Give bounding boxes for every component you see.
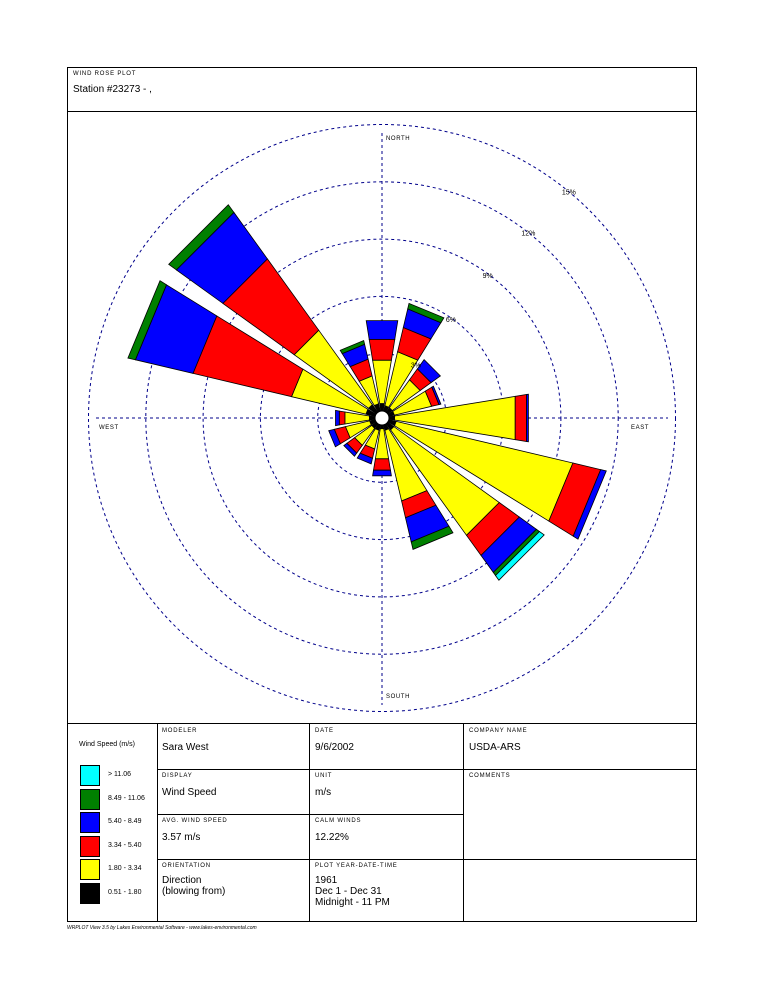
orientation-label: ORIENTATION xyxy=(162,863,211,869)
orientation-line1: Direction xyxy=(162,875,202,886)
legend-label: 3.34 - 5.40 xyxy=(108,841,142,849)
ring-label: 15% xyxy=(561,189,576,197)
legend-swatch xyxy=(80,836,100,857)
company-label: COMPANY NAME xyxy=(469,728,528,734)
legend-label: 0.51 - 1.80 xyxy=(108,888,142,896)
plot-type-label: WIND ROSE PLOT xyxy=(73,71,137,77)
date-value: 9/6/2002 xyxy=(315,742,354,753)
period-label: PLOT YEAR-DATE-TIME xyxy=(315,863,398,869)
legend-title: Wind Speed (m/s) xyxy=(79,741,136,748)
petal-W-bin0 xyxy=(369,416,375,420)
plot-header xyxy=(67,67,697,112)
calm-winds-label: CALM WINDS xyxy=(315,818,362,824)
label-north: NORTH xyxy=(386,136,411,142)
legend-label: > 11.06 xyxy=(108,771,132,778)
period-year: 1961 xyxy=(315,875,338,886)
petal-W-bin2 xyxy=(339,411,345,425)
display-label: DISPLAY xyxy=(162,773,193,779)
ring-label: 6% xyxy=(445,316,456,324)
ring-label: 3% xyxy=(410,362,422,370)
legend-swatch xyxy=(80,789,100,810)
display-value: Wind Speed xyxy=(162,787,217,798)
period-hours: Midnight - 11 PM xyxy=(315,897,390,908)
modeler-label: MODELER xyxy=(162,728,198,734)
legend-label: 5.40 - 8.49 xyxy=(108,818,142,825)
petal-S-bin3 xyxy=(373,470,392,476)
petal-E-bin0 xyxy=(389,416,395,420)
station-title: Station #23273 - , xyxy=(73,84,152,95)
calm-center xyxy=(375,411,389,425)
petal-N-bin2 xyxy=(369,339,395,360)
date-label: DATE xyxy=(315,728,334,734)
legend-swatch xyxy=(80,765,100,786)
petal-E-bin2 xyxy=(515,395,526,442)
legend-swatch xyxy=(80,812,100,833)
company-value: USDA-ARS xyxy=(469,742,521,753)
calm-winds-value: 12.22% xyxy=(315,832,349,843)
legend-swatch xyxy=(80,859,100,880)
legend-label: 8.49 - 11.06 xyxy=(108,794,145,802)
avg-speed-label: AVG. WIND SPEED xyxy=(162,818,228,824)
petal-W-bin3 xyxy=(336,410,340,425)
unit-value: m/s xyxy=(315,787,332,798)
orientation-line2: (blowing from) xyxy=(162,886,226,897)
avg-speed-value: 3.57 m/s xyxy=(162,832,201,843)
petal-N-bin3 xyxy=(366,321,398,340)
petal-S-bin2 xyxy=(374,459,391,470)
modeler-value: Sara West xyxy=(162,742,209,753)
unit-label: UNIT xyxy=(315,773,333,779)
wind-rose-chart xyxy=(68,113,696,723)
legend-swatch xyxy=(80,883,100,904)
ring-label: 9% xyxy=(482,272,493,280)
label-west: WEST xyxy=(99,425,119,431)
label-east: EAST xyxy=(631,425,650,431)
comments-label: COMMENTS xyxy=(469,773,511,779)
ring-label: 12% xyxy=(521,230,536,238)
period-dates: Dec 1 - Dec 31 xyxy=(315,886,382,897)
label-south: SOUTH xyxy=(386,694,410,700)
petal-E-bin3 xyxy=(527,394,529,442)
software-footer: WRPLOT View 3.5 by Lakes Environmental Software - www.lakes-environmental.com xyxy=(67,925,257,931)
legend-label: 1.80 - 3.34 xyxy=(108,865,142,872)
